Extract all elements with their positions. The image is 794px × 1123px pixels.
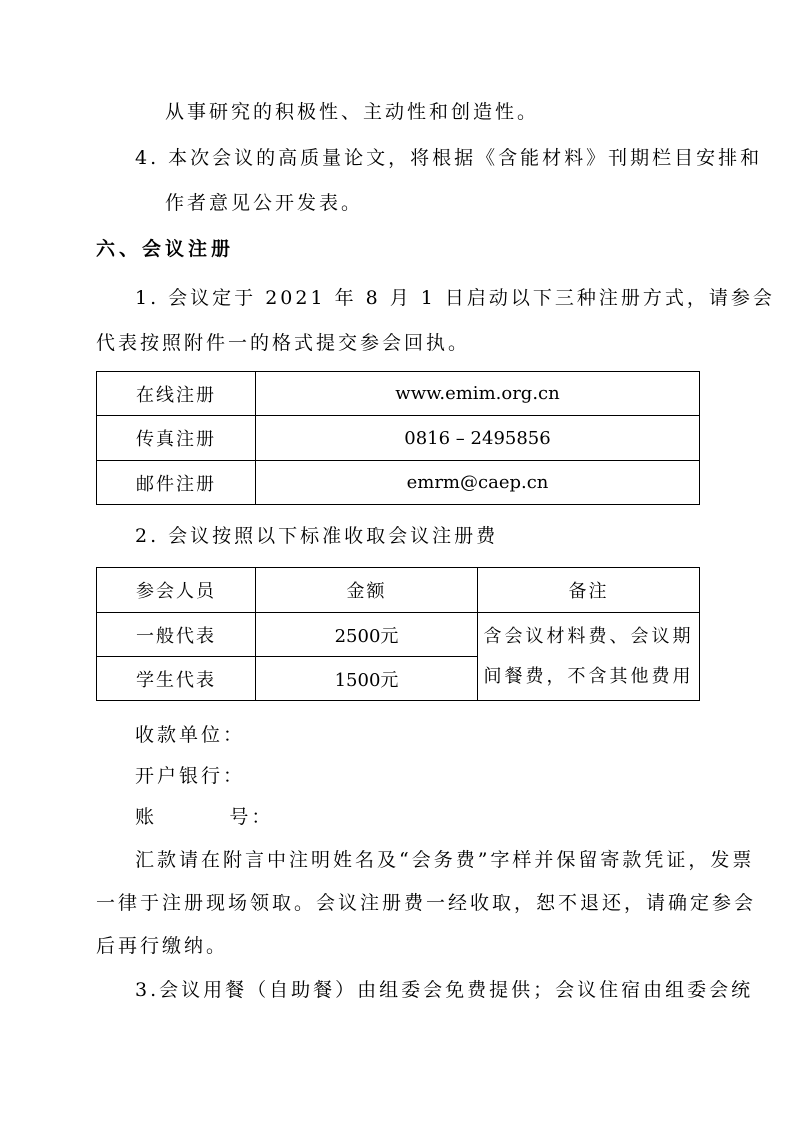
paragraph-line: 1. 会议定于 2021 年 8 月 1 日启动以下三种注册方式，请参会 bbox=[135, 287, 775, 309]
amount-cell: 2500元 bbox=[256, 613, 478, 657]
account-label: 账 号： bbox=[135, 806, 274, 828]
payee-label: 收款单位： bbox=[135, 724, 246, 746]
paragraph-line: 作者意见公开发表。 bbox=[165, 192, 364, 214]
note-line: 含会议材料费、会议期 bbox=[483, 625, 694, 647]
header-cell: 备注 bbox=[478, 568, 700, 613]
paragraph-line: 后再行缴纳。 bbox=[96, 935, 229, 957]
amount-cell: 1500元 bbox=[256, 657, 478, 701]
bank-label: 开户银行： bbox=[135, 765, 246, 787]
header-cell: 金额 bbox=[256, 568, 478, 613]
attendee-type-cell: 一般代表 bbox=[97, 613, 256, 657]
paragraph-line: 一律于注册现场领取。会议注册费一经收取，恕不退还，请确定参会 bbox=[96, 892, 757, 914]
method-value-cell: www.emim.org.cn bbox=[256, 372, 700, 416]
table-row bbox=[97, 461, 700, 505]
note-cell bbox=[478, 613, 700, 701]
paragraph-line: 从事研究的积极性、主动性和创造性。 bbox=[165, 101, 540, 123]
attendee-type-cell: 学生代表 bbox=[97, 657, 256, 701]
table-row bbox=[97, 613, 700, 657]
paragraph-line: 汇款请在附言中注明姓名及“会务费”字样并保留寄款凭证，发票 bbox=[135, 849, 755, 871]
paragraph-line: 代表按照附件一的格式提交参会回执。 bbox=[96, 332, 471, 354]
table-row bbox=[97, 416, 700, 461]
method-cell: 传真注册 bbox=[97, 416, 256, 461]
table-row bbox=[97, 372, 700, 416]
paragraph-line: 3.会议用餐（自助餐）由组委会免费提供；会议住宿由组委会统 bbox=[135, 979, 754, 1001]
section-heading: 六、会议注册 bbox=[96, 238, 235, 260]
method-cell: 邮件注册 bbox=[97, 461, 256, 505]
method-value-cell: 0816 – 2495856 bbox=[256, 416, 700, 461]
method-cell: 在线注册 bbox=[97, 372, 256, 416]
registration-methods-table bbox=[96, 371, 700, 505]
fee-table bbox=[96, 567, 700, 701]
table-header-row bbox=[97, 568, 700, 613]
header-cell: 参会人员 bbox=[97, 568, 256, 613]
note-line: 间餐费，不含其他费用 bbox=[483, 665, 694, 687]
paragraph-line: 2. 会议按照以下标准收取会议注册费 bbox=[135, 525, 499, 547]
list-item-4: 4. 本次会议的高质量论文，将根据《含能材料》刊期栏目安排和 bbox=[135, 147, 763, 169]
method-value-cell: emrm@caep.cn bbox=[256, 461, 700, 505]
